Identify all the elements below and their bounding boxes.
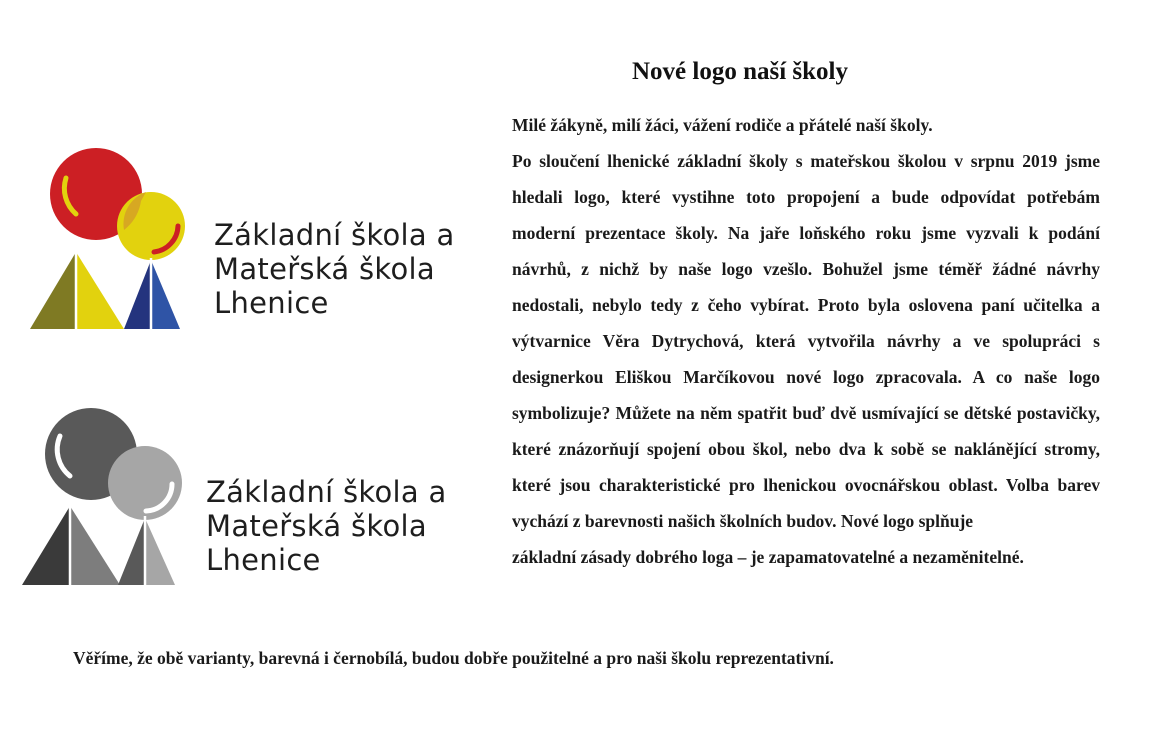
logo-darkest-triangle [22, 506, 70, 585]
logo-color-line-3: Lhenice [214, 286, 329, 320]
footer-text: Věříme, že obě varianty, barevná i černobílá, budou dobře použitelné a pro naši školu reprezentativní. [73, 648, 834, 668]
article-body: Po sloučení lhenické základní školy s mateřskou školou v srpnu 2019 jsme hledali logo, které vystihne toto propojení a bude odpovídat potřebám moderní prezentace školy. Na jaře loňského roku jsme vyzvali k podání návrhů, z nichž by naše logo vzešlo. Bohužel jsme téměř žádné návrhy nedostali, nebylo tedy z čeho vybírat. Proto byla oslovena paní učitelka a výtvarnice Věra Dytrychová, která vytvořila návrhy a ve spolupráci s designerkou Eliškou Marčíkovou nové logo zpracovala. A co naše logo symbolizuje? Můžete na něm spatřit buď dvě usmívající se dětské postavičky, které znázorňují spojení obou škol, nebo dva k sobě se naklánějící stromy, které jsou charakteristické pro lhenickou ovocnářskou oblast. Volba barev vychází z barevnosti našich školních budov. Nové logo splňuje [512, 151, 1100, 531]
logo-mark-grayscale [20, 408, 210, 588]
logo-color-line-1: Základní škola a [214, 218, 455, 252]
logo-gray-triangle [118, 518, 145, 585]
logo-navy-triangle [124, 260, 151, 329]
logo-blue-triangle [151, 260, 180, 329]
logo-color-text [214, 218, 455, 320]
article-title: Nové logo naší školy [631, 58, 848, 85]
logo-gray-text [206, 475, 447, 577]
logo-gray-line-2: Mateřská škola [206, 509, 427, 543]
article-greeting: Milé žákyně, milí žáci, vážení rodiče a přátelé naší školy. [512, 115, 933, 135]
logo-color-line-2: Mateřská škola [214, 252, 435, 286]
logo-gray-line-3: Lhenice [206, 543, 321, 577]
logo-yellow-triangle [76, 252, 124, 329]
logo-gray-line-1: Základní škola a [206, 475, 447, 509]
logo-olive-triangle [30, 252, 76, 329]
school-logo-color [28, 148, 478, 333]
logo-mid-triangle [70, 506, 120, 585]
logo-mark-color [28, 148, 218, 333]
school-logo-grayscale [20, 408, 480, 588]
article-text [512, 107, 1100, 575]
logo-light-triangle [145, 518, 175, 585]
article-last-line: základní zásady dobrého loga – je zapamatovatelné a nezaměnitelné. [512, 547, 1024, 567]
